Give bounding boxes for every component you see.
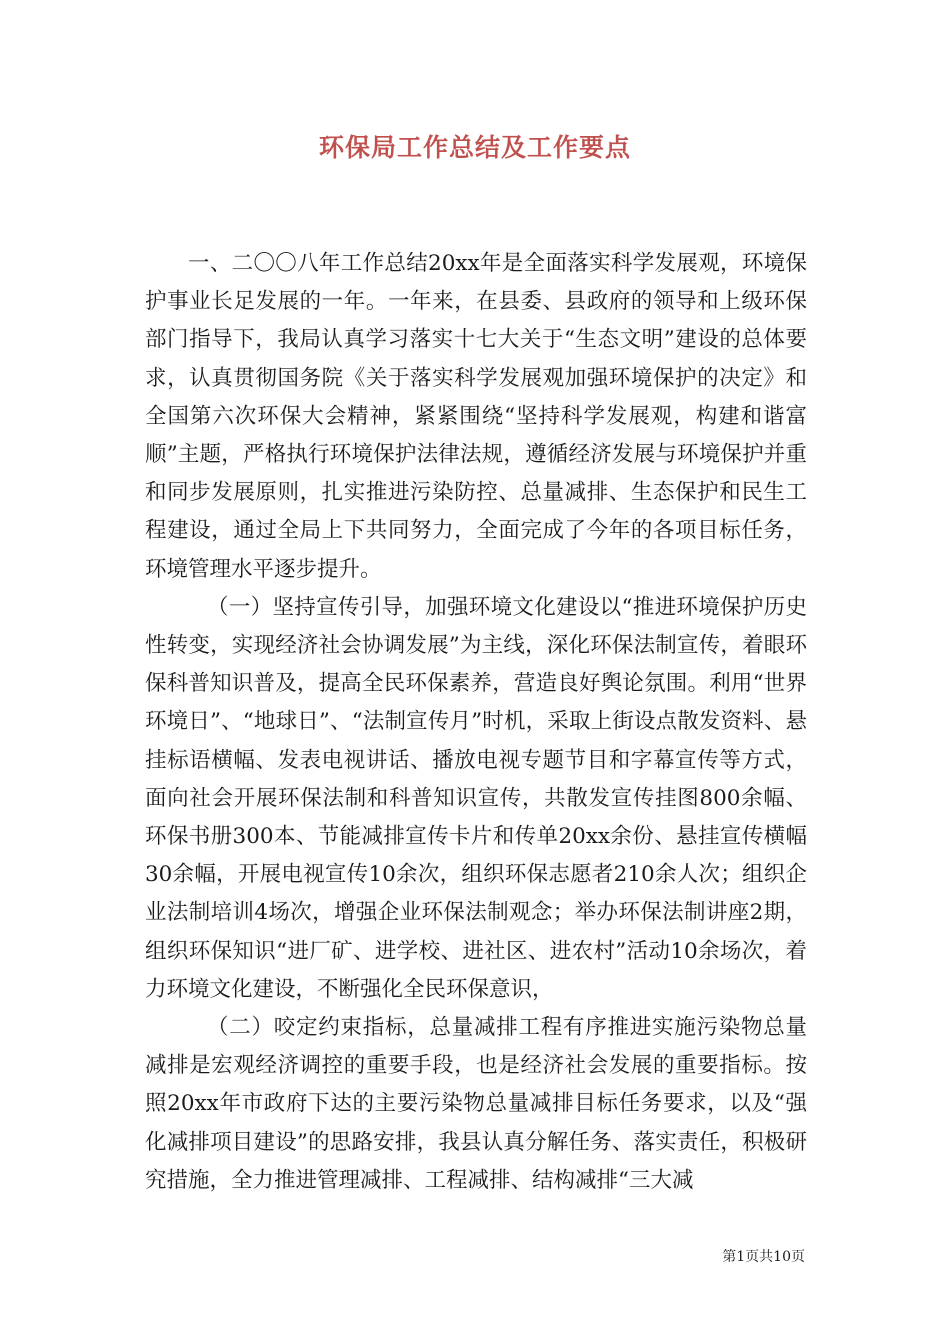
page-number: 第1页共10页 bbox=[722, 1249, 805, 1265]
document-body bbox=[145, 245, 807, 1200]
document-title: 环保局工作总结及工作要点 bbox=[318, 133, 631, 162]
paragraph-summary-intro: 一、二〇〇八年工作总结20xx年是全面落实科学发展观，环境保护事业长足发展的一年。一年来，在县委、县政府的领导和上级环保部门指导下，我局认真学习落实十七大关于“生态文明”建设的总体要求，认真贯彻国务院《关于落实科学发展观加强环境保护的决定》和全国第六次环保大会精神，紧紧围绕“坚持科学发展观，构建和谐富顺”主题，严格执行环境保护法律法规，遵循经济发展与环境保护并重和同步发展原则，扎实推进污染防控、总量减排、生态保护和民生工程建设，通过全局上下共同努力，全面完成了今年的各项目标任务，环境管理水平逐步提升。 bbox=[145, 251, 807, 582]
paragraph-emission-reduction: （二）咬定约束指标，总量减排工程有序推进实施污染物总量减排是宏观经济调控的重要手段，也是经济社会发展的重要指标。按照20xx年市政府下达的主要污染物总量减排目标任务要求，以及“强化减排项目建设”的思路安排，我县认真分解任务、落实责任，积极研究措施，全力推进管理减排、工程减排、结构减排“三大减 bbox=[145, 1015, 807, 1193]
paragraph-publicity: （一）坚持宣传引导，加强环境文化建设以“推进环境保护历史性转变，实现经济社会协调发展”为主线，深化环保法制宣传，着眼环保科普知识普及，提高全民环保素养，营造良好舆论氛围。利用“世界环境日”、“地球日”、“法制宣传月”时机，采取上街设点散发资料、悬挂标语横幅、发表电视讲话、播放电视专题节目和字幕宣传等方式，面向社会开展环保法制和科普知识宣传，共散发宣传挂图800余幅、环保书册300本、节能减排宣传卡片和传单20xx余份、悬挂宣传横幅30余幅，开展电视宣传10余次，组织环保志愿者210余人次；组织企业法制培训4场次，增强企业环保法制观念；举办环保法制讲座2期，组织环保知识“进厂矿、进学校、进社区、进农村”活动10余场次，着力环境文化建设，不断强化全民环保意识， bbox=[145, 594, 807, 1002]
